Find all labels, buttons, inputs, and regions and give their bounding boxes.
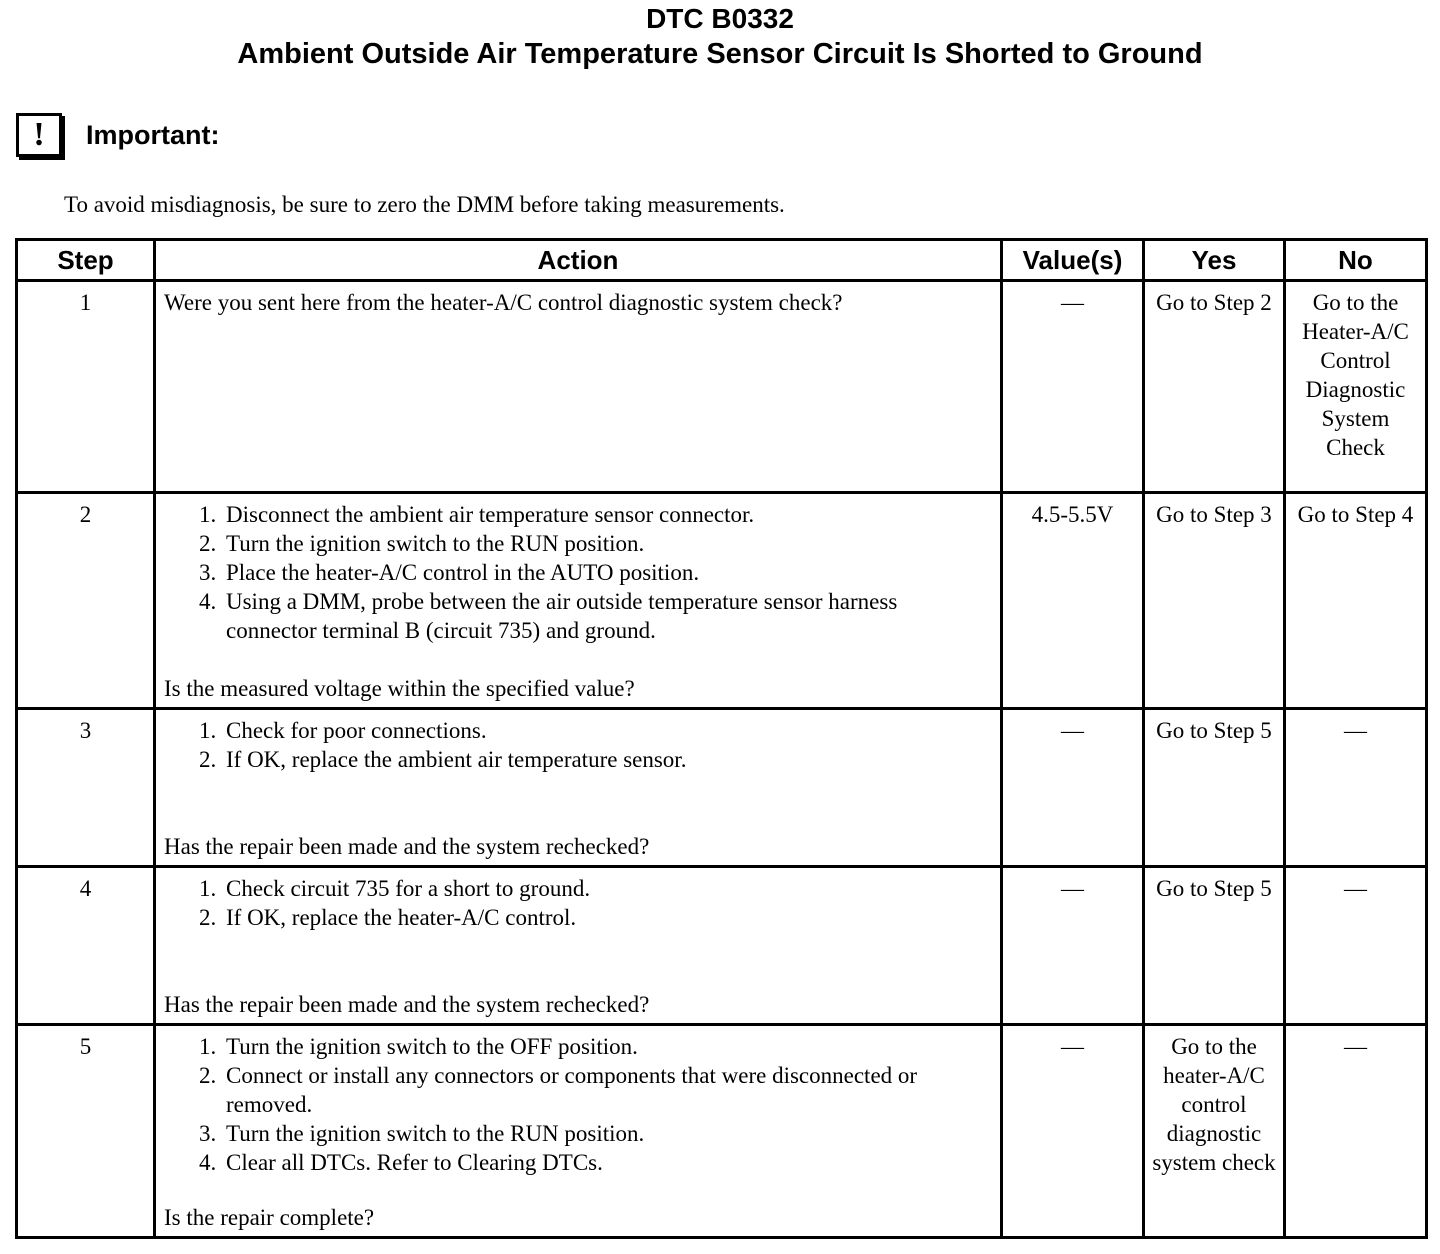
column-header-yes: Yes [1144, 240, 1285, 281]
action-cell [155, 281, 1002, 493]
action-step: 4. Using a DMM, probe between the air outside temperature sensor harness connector terminal B (circuit 735) and ground. [222, 587, 992, 645]
important-note: To avoid misdiagnosis, be sure to zero the DMM before taking measurements. [64, 192, 785, 217]
no-cell: — [1285, 867, 1427, 1025]
action-step: 3. Place the heater-A/C control in the AUTO position. [222, 558, 992, 587]
action-step: 2. Connect or install any connectors or components that were disconnected or removed. [222, 1061, 992, 1119]
table-row [17, 281, 1427, 493]
action-step: 1. Turn the ignition switch to the OFF position. [222, 1032, 992, 1061]
page-subtitle: Ambient Outside Air Temperature Sensor Circuit Is Shorted to Ground [237, 38, 1203, 70]
value-cell: 4.5-5.5V [1002, 493, 1144, 709]
action-question: Is the measured voltage within the specified value? [164, 676, 635, 701]
exclamation-icon: ! [16, 113, 62, 157]
page-title: DTC B0332 [646, 3, 794, 34]
yes-cell: Go to Step 3 [1144, 493, 1285, 709]
step-number: 5 [17, 1025, 155, 1238]
yes-cell: Go to Step 2 [1144, 281, 1285, 493]
step-number: 2 [17, 493, 155, 709]
action-steps-list [164, 874, 992, 932]
step-number: 1 [17, 281, 155, 493]
no-cell: — [1285, 1025, 1427, 1238]
action-cell [155, 867, 1002, 1025]
table-header-row [17, 240, 1427, 281]
action-cell [155, 493, 1002, 709]
diagnostic-table [15, 238, 1428, 1239]
action-question: Were you sent here from the heater-A/C control diagnostic system check? [164, 290, 843, 315]
important-callout [16, 110, 219, 160]
action-step: 3. Turn the ignition switch to the RUN position. [222, 1119, 992, 1148]
action-step: 2. If OK, replace the heater-A/C control. [222, 903, 992, 932]
table-row [17, 709, 1427, 867]
value-cell: — [1002, 867, 1144, 1025]
yes-cell: Go to Step 5 [1144, 709, 1285, 867]
no-cell: — [1285, 709, 1427, 867]
important-label: Important: [86, 119, 220, 150]
action-cell [155, 1025, 1002, 1238]
action-question: Has the repair been made and the system rechecked? [164, 834, 650, 859]
action-step: 1. Check circuit 735 for a short to ground. [222, 874, 992, 903]
action-step: 2. Turn the ignition switch to the RUN position. [222, 529, 992, 558]
value-cell: — [1002, 709, 1144, 867]
action-steps-list [164, 716, 992, 774]
value-cell: — [1002, 281, 1144, 493]
value-cell: — [1002, 1025, 1144, 1238]
action-question: Has the repair been made and the system rechecked? [164, 992, 650, 1017]
column-header-action: Action [155, 240, 1002, 281]
table-row [17, 493, 1427, 709]
action-step: 2. If OK, replace the ambient air temperature sensor. [222, 745, 992, 774]
column-header-values: Value(s) [1002, 240, 1144, 281]
action-step: 1. Check for poor connections. [222, 716, 992, 745]
table-row [17, 867, 1427, 1025]
action-question: Is the repair complete? [164, 1205, 375, 1230]
no-cell: Go to Step 4 [1285, 493, 1427, 709]
no-cell: Go to the Heater-A/C Control Diagnostic System Check [1285, 281, 1427, 493]
yes-cell: Go to Step 5 [1144, 867, 1285, 1025]
column-header-step: Step [17, 240, 155, 281]
action-steps-list [164, 1032, 992, 1177]
step-number: 4 [17, 867, 155, 1025]
step-number: 3 [17, 709, 155, 867]
action-step: 1. Disconnect the ambient air temperature sensor connector. [222, 500, 992, 529]
action-steps-list [164, 500, 992, 645]
action-step: 4. Clear all DTCs. Refer to Clearing DTCs. [222, 1148, 992, 1177]
table-row [17, 1025, 1427, 1238]
yes-cell: Go to the heater-A/C control diagnostic system check [1144, 1025, 1285, 1238]
action-cell [155, 709, 1002, 867]
column-header-no: No [1285, 240, 1427, 281]
